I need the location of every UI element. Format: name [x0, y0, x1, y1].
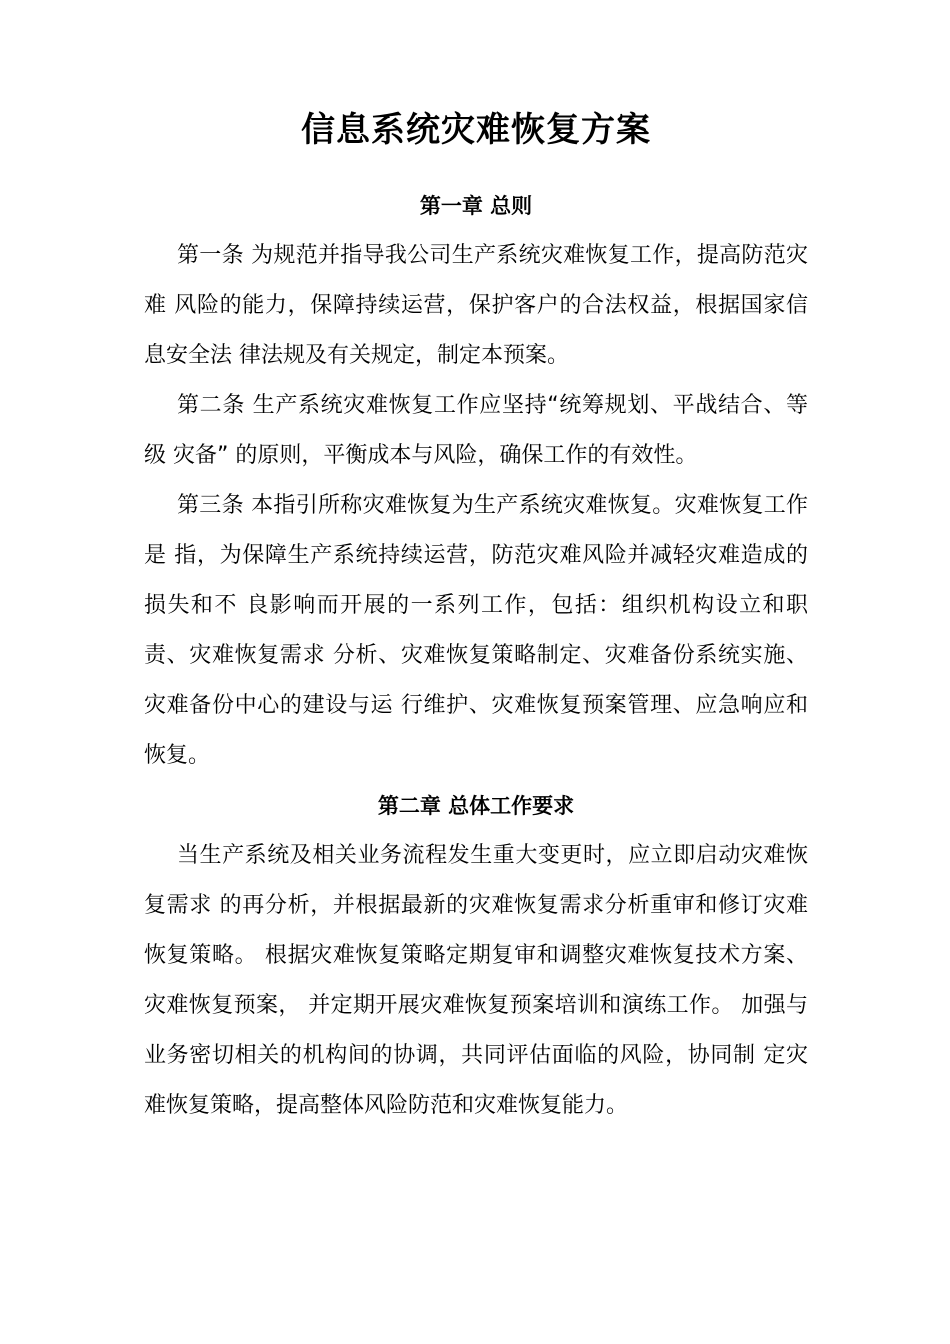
- requirements-paragraph: 当生产系统及相关业务流程发生重大变更时，应立即启动灾难恢复需求 的再分析，并根据最新的灾难恢复需求分析重审和修订灾难恢复策略。 根据灾难恢复策略定期复审和调整灾难恢复技术方案、灾难恢复预案， 并定期开展灾难恢复预案培训和演练工作。 加强与业务密切相关的机构间的协调，共同评估面临的风险，协同制 定灾难恢复策略，提高整体风险防范和灾难恢复能力。: [144, 843, 808, 1118]
- document-title: 信息系统灾难恢复方案: [301, 110, 651, 150]
- chapter-1: [144, 181, 808, 781]
- chapter-2: [144, 781, 808, 1131]
- document-content: [144, 104, 808, 1131]
- chapter-2-heading: 第二章 总体工作要求: [377, 794, 575, 818]
- article-3-paragraph: 第三条 本指引所称灾难恢复为生产系统灾难恢复。灾难恢复工作是 指，为保障生产系统持续运营，防范灾难风险并减轻灾难造成的损失和不 良影响而开展的一系列工作，包括：组织机构设立和职责、灾难恢复需求 分析、灾难恢复策略制定、灾难备份系统实施、灾难备份中心的建设与运 行维护、灾难恢复预案管理、应急响应和恢复。: [144, 493, 808, 768]
- article-1-paragraph: 第一条 为规范并指导我公司生产系统灾难恢复工作，提高防范灾难 风险的能力，保障持续运营，保护客户的合法权益，根据国家信息安全法 律法规及有关规定，制定本预案。: [144, 243, 808, 368]
- chapter-1-heading: 第一章 总则: [419, 194, 533, 218]
- article-2-paragraph: 第二条 生产系统灾难恢复工作应坚持“统筹规划、平战结合、等级 灾备” 的原则，平衡成本与风险，确保工作的有效性。: [144, 393, 808, 468]
